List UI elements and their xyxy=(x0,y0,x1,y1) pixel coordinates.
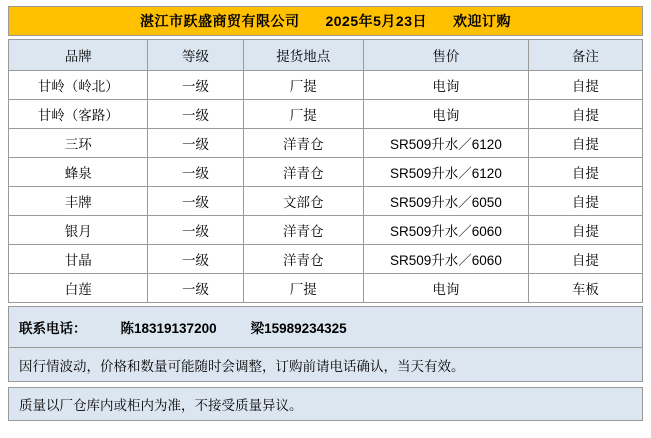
cell-place: 洋青仓 xyxy=(243,129,363,158)
cell-place: 厂提 xyxy=(243,274,363,303)
title-bar xyxy=(8,6,643,36)
cell-grade: 一级 xyxy=(148,216,243,245)
cell-price: SR509升水／6050 xyxy=(364,187,529,216)
cell-brand: 甘晶 xyxy=(9,245,148,274)
cell-note: 自提 xyxy=(528,158,642,187)
column-header-note: 备注 xyxy=(528,40,642,71)
cell-brand: 丰牌 xyxy=(9,187,148,216)
column-header-price: 售价 xyxy=(364,40,529,71)
table-row xyxy=(9,216,643,245)
contact-row xyxy=(8,306,643,348)
contact-phone-liang: 梁15989234325 xyxy=(250,321,347,336)
cell-grade: 一级 xyxy=(148,245,243,274)
cell-grade: 一级 xyxy=(148,158,243,187)
quote-date: 2025年5月23日 xyxy=(325,13,427,29)
cell-note: 自提 xyxy=(528,71,642,100)
cell-brand: 白莲 xyxy=(9,274,148,303)
quality-note: 质量以厂仓库内或柜内为准，不接受质量异议。 xyxy=(8,387,643,421)
contact-phone-chen: 陈18319137200 xyxy=(120,321,217,336)
cell-price: 电询 xyxy=(364,274,529,303)
price-table xyxy=(8,39,643,303)
welcome-text: 欢迎订购 xyxy=(453,13,511,29)
column-header-brand: 品牌 xyxy=(9,40,148,71)
cell-price: SR509升水／6120 xyxy=(364,129,529,158)
table-header xyxy=(9,40,643,71)
table-row xyxy=(9,187,643,216)
table-row xyxy=(9,274,643,303)
cell-price: SR509升水／6060 xyxy=(364,245,529,274)
table-row xyxy=(9,158,643,187)
company-name: 湛江市跃盛商贸有限公司 xyxy=(139,13,300,29)
cell-place: 厂提 xyxy=(243,100,363,129)
contact-label: 联系电话： xyxy=(19,321,87,336)
table-body xyxy=(9,71,643,303)
cell-brand: 三环 xyxy=(9,129,148,158)
column-header-place: 提货地点 xyxy=(243,40,363,71)
cell-price: 电询 xyxy=(364,100,529,129)
cell-note: 自提 xyxy=(528,187,642,216)
cell-place: 洋青仓 xyxy=(243,158,363,187)
table-header-row xyxy=(9,40,643,71)
price-adjust-note: 因行情波动，价格和数量可能随时会调整，订购前请电话确认，当天有效。 xyxy=(8,348,643,382)
cell-price: SR509升水／6120 xyxy=(364,158,529,187)
cell-brand: 甘岭（客路） xyxy=(9,100,148,129)
table-row xyxy=(9,100,643,129)
cell-price: SR509升水／6060 xyxy=(364,216,529,245)
footer xyxy=(8,306,643,421)
cell-price: 电询 xyxy=(364,71,529,100)
cell-grade: 一级 xyxy=(148,187,243,216)
cell-note: 自提 xyxy=(528,245,642,274)
table-row xyxy=(9,71,643,100)
cell-place: 厂提 xyxy=(243,71,363,100)
cell-note: 自提 xyxy=(528,216,642,245)
cell-brand: 甘岭（岭北） xyxy=(9,71,148,100)
cell-place: 洋青仓 xyxy=(243,216,363,245)
cell-note: 自提 xyxy=(528,129,642,158)
cell-brand: 银月 xyxy=(9,216,148,245)
column-header-grade: 等级 xyxy=(148,40,243,71)
cell-note: 自提 xyxy=(528,100,642,129)
cell-brand: 蜂泉 xyxy=(9,158,148,187)
cell-note: 车板 xyxy=(528,274,642,303)
table-row xyxy=(9,245,643,274)
cell-grade: 一级 xyxy=(148,274,243,303)
table-row xyxy=(9,129,643,158)
cell-place: 文部仓 xyxy=(243,187,363,216)
cell-grade: 一级 xyxy=(148,71,243,100)
cell-place: 洋青仓 xyxy=(243,245,363,274)
cell-grade: 一级 xyxy=(148,129,243,158)
cell-grade: 一级 xyxy=(148,100,243,129)
